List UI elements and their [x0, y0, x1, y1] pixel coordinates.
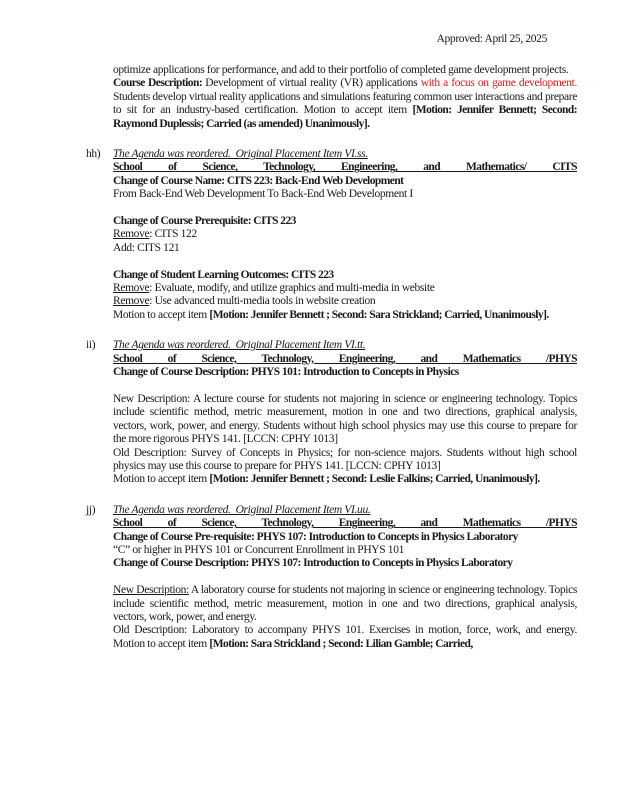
- bold-text-run: Course Description:: [113, 77, 206, 90]
- text-run: New Description:: [113, 584, 189, 597]
- red-highlight-text: with a focus on game development.: [420, 77, 577, 90]
- text-run: A laboratory course for students not majoring in science or engineering technology. Topics include scientific method, metric measurement, motion in one and two directions, graphical analysis, vectors, work, power, and energy.: [113, 584, 578, 623]
- item-ii-motion: [113, 473, 577, 486]
- item-hh-change-outcomes: [113, 269, 577, 282]
- bold-text-run: Change of Course Pre-requisite: PHYS 107: Introduction to Concepts in Physics Laboratory: [113, 530, 518, 543]
- text-run: Old Description: Laboratory to accompany PHYS 101. Exercises in motion, force, work, and energy. Motion to accept item: [113, 624, 577, 650]
- item-jj-change-prerequisite: [113, 531, 577, 544]
- item-label: hh): [86, 148, 101, 161]
- text-run: Remove: [113, 282, 150, 295]
- text-run: The Agenda was reordered. Original Placement Item VI.tt.: [113, 339, 366, 352]
- text-run: “C” or higher in PHYS 101 or Concurrent Enrollment in PHYS 101: [113, 543, 405, 556]
- item-hh-reordered-note: [86, 148, 577, 161]
- bold-text-run: Change of Course Description: PHYS 107: Introduction to Concepts in Physics Laboratory: [113, 557, 513, 570]
- item-hh-change-course-name: [113, 175, 577, 188]
- item-hh-remove-outcome-1: [113, 282, 577, 295]
- approval-date: Approved: April 25, 2025: [436, 33, 547, 45]
- text-run: : CITS 122: [149, 228, 197, 241]
- item-ii-new-description: [113, 393, 577, 447]
- text-run: : Use advanced multi-media tools in website creation: [149, 295, 376, 308]
- item-ii-reordered-note: [86, 339, 577, 352]
- item-hh-motion: [113, 309, 577, 322]
- continuation-paragraph: [113, 64, 577, 77]
- document-body: [86, 64, 578, 651]
- bold-text-run: Change of Student Learning Outcomes: CITS 223: [113, 268, 334, 281]
- item-jj-reordered-note: [86, 503, 577, 517]
- item-hh-remove-outcome-2: [113, 295, 577, 308]
- item-label: jj): [86, 503, 96, 516]
- bold-text-run: School of Science, Technology, Engineering, and Mathematics/ CITS: [113, 161, 577, 174]
- text-run: optimize applications for performance, and add to their portfolio of completed game development projects.: [113, 64, 569, 76]
- item-hh-school-heading: [113, 161, 577, 174]
- text-run: Students develop virtual reality applications and simulations featuring common user interactions and prepare to sit for an industry-based certification. Motion to accept item: [113, 90, 577, 117]
- bold-text-run: Change of Course Prerequisite: CITS 223: [113, 215, 296, 228]
- item-jj-change-description: [113, 557, 577, 570]
- text-run: Motion to accept item: [113, 473, 210, 486]
- text-run: The Agenda was reordered. Original Placement Item VI.uu.: [113, 503, 371, 516]
- item-hh-add-prerequisite: [113, 242, 577, 255]
- bold-text-run: School of Science, Technology, Engineering, and Mathematics /PHYS: [113, 517, 577, 530]
- bold-text-run: Change of Course Name: CITS 223: Back-End Web Development: [113, 174, 404, 187]
- item-hh-remove-prerequisite: [113, 228, 577, 241]
- bold-text-run: [Motion: Jennifer Bennett; Second: Raymond Duplessis; Carried (as amended) Unanimously].: [113, 104, 577, 130]
- bold-text-run: School of Science, Technology, Engineering, and Mathematics /PHYS: [113, 352, 577, 365]
- item-label: ii): [86, 339, 96, 352]
- item-jj-new-description: [113, 584, 577, 624]
- item-jj-school-heading: [113, 517, 577, 530]
- item-ii-change-description: [113, 366, 577, 379]
- text-run: Remove: [113, 295, 150, 308]
- item-jj-prerequisite-detail: [113, 544, 577, 557]
- text-run: The Agenda was reordered. Original Placement Item VI.ss.: [113, 148, 368, 161]
- text-run: New Description: A lecture course for students not majoring in science or engineering technology. Topics include scientific method, metric measurement, motion in one and two directions, graphical analysis, vectors, work, power, and energy. Students without high school physics may use this course to prepare for the more rigorous PHYS 141. [LCCN: CPHY 1013]: [113, 392, 577, 446]
- course-description-paragraph: [113, 77, 577, 131]
- bold-text-run: [Motion: Sara Strickland ; Second: Lilian Gamble; Carried,: [209, 637, 473, 650]
- text-run: Add: CITS 121: [113, 241, 180, 254]
- text-run: Old Description: Survey of Concepts in Physics; for non-science majors. Students without high school physics may use this course to prepare for PHYS 141. [LCCN: CPHY 1013]: [113, 446, 577, 472]
- text-run: : Evaluate, modify, and utilize graphics and multi-media in website: [149, 282, 435, 295]
- bold-text-run: Change of Course Description: PHYS 101: Introduction to Concepts in Physics: [113, 366, 459, 379]
- text-run: Motion to accept item: [113, 308, 210, 321]
- item-hh-change-prerequisite: [113, 215, 577, 228]
- text-run: From Back-End Web Development To Back-End Web Development I: [113, 188, 413, 201]
- item-jj-old-description-motion: [113, 624, 577, 651]
- item-ii-school-heading: [113, 353, 577, 366]
- text-run: Development of virtual reality (VR) applications: [205, 77, 421, 90]
- text-run: Remove: [113, 228, 150, 241]
- item-ii-old-description: [113, 447, 577, 474]
- item-hh-from-to-line: [113, 188, 577, 201]
- bold-text-run: [Motion: Jennifer Bennett ; Second: Sara Strickland; Carried, Unanimously].: [209, 308, 549, 321]
- bold-text-run: [Motion: Jennifer Bennett ; Second: Leslie Falkins; Carried, Unanimously].: [209, 473, 540, 486]
